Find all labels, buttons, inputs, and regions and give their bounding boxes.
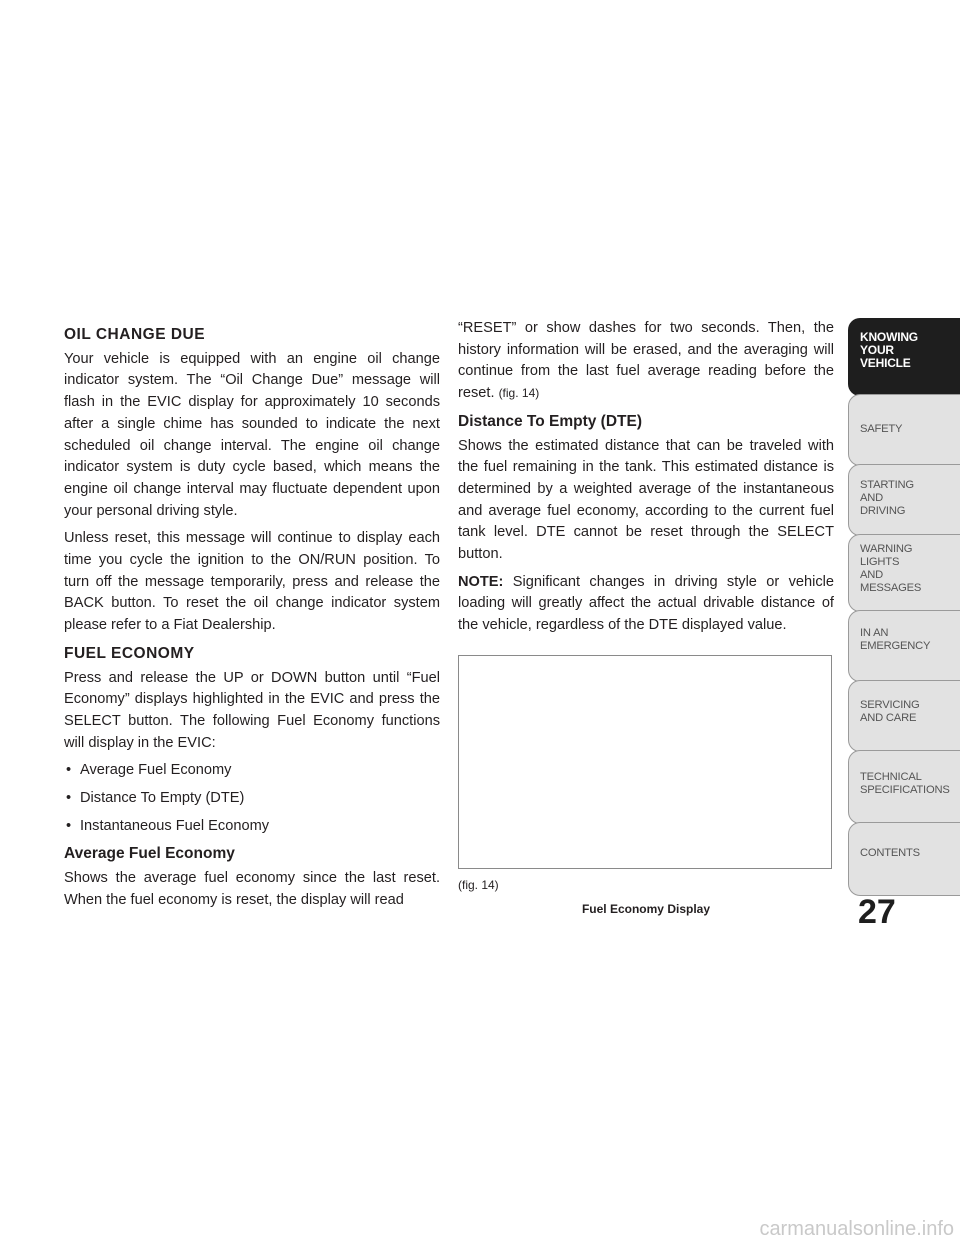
tab-starting-and-driving[interactable]: STARTING AND DRIVING bbox=[848, 464, 960, 536]
bullet-item: • Average Fuel Economy bbox=[66, 762, 232, 779]
tab-in-an-emergency[interactable]: IN AN EMERGENCY bbox=[848, 610, 960, 682]
oil-change-heading: OIL CHANGE DUE bbox=[64, 326, 206, 343]
fuel-economy-heading: FUEL ECONOMY bbox=[64, 644, 195, 662]
oil-change-paragraph-1: Your vehicle is equipped with an engine oil change indicator system. The “Oil Change Due” message will flash in the EVIC display for approximately 10 seconds after a single chime has sounded to indicate the next scheduled oil change interval. The engine oil change indicator system is duty cycle based, which means the engine oil change interval may fluctuate dependent upon your personal driving style. bbox=[64, 350, 440, 519]
fuel-economy-paragraph: Press and release the UP or DOWN button until “Fuel Economy” displays highlighted in the EVIC and press the SELECT button. The following Fuel Economy functions will display in the EVIC: bbox=[64, 669, 440, 751]
dte-heading: Distance To Empty (DTE) bbox=[458, 412, 643, 430]
watermark: carmanualsonline.info bbox=[759, 1218, 954, 1240]
tab-contents[interactable]: CONTENTS bbox=[848, 822, 960, 896]
bullet-item: • Instantaneous Fuel Economy bbox=[66, 817, 270, 834]
figure-image-placeholder bbox=[458, 655, 832, 869]
figure-title: Fuel Economy Display bbox=[581, 901, 711, 916]
bullet-item: • Distance To Empty (DTE) bbox=[66, 790, 245, 807]
page-number: 27 bbox=[858, 893, 896, 931]
figure-number: (fig. 14) bbox=[458, 877, 499, 892]
dte-paragraph: Shows the estimated distance that can be traveled with the fuel remaining in the tank. This estimated distance is determined by a weighted average of the instantaneous and average fuel economy, according to the current fuel tank level. DTE cannot be reset through the SELECT button. bbox=[458, 437, 834, 563]
average-fuel-economy-paragraph: Shows the average fuel economy since the last reset. When the fuel economy is reset, the display will read bbox=[64, 870, 440, 908]
tab-safety[interactable]: SAFETY bbox=[848, 394, 960, 466]
note-paragraph: NOTE: Significant changes in driving style or vehicle loading will greatly affect the actual drivable distance of the vehicle, regardless of the DTE displayed value. bbox=[458, 573, 834, 634]
tab-knowing-your-vehicle[interactable]: KNOWING YOUR VEHICLE bbox=[848, 318, 960, 396]
right-column bbox=[458, 318, 834, 920]
average-fuel-economy-heading: Average Fuel Economy bbox=[64, 845, 235, 863]
left-column bbox=[64, 318, 440, 918]
note-label: NOTE: bbox=[458, 573, 504, 590]
tab-servicing-and-care[interactable]: SERVICING AND CARE bbox=[848, 680, 960, 752]
oil-change-paragraph-2: Unless reset, this message will continue to display each time you cycle the ignition to the ON/RUN position. To turn off the message temporarily, press and release the BACK button. To reset the oil change indicator system please refer to a Fiat Dealership. bbox=[64, 530, 440, 634]
tab-warning-lights-and-messages[interactable]: WARNING LIGHTS AND MESSAGES bbox=[848, 534, 960, 612]
average-fuel-economy-continued: “RESET” or show dashes for two seconds. Then, the history information will be erased, and the averaging will continue from the last fuel average reading before the reset. (fig. 14) bbox=[458, 320, 834, 402]
figure-reference: (fig. 14) bbox=[498, 386, 540, 401]
tab-technical-specifications[interactable]: TECHNICAL SPECIFICATIONS bbox=[848, 750, 960, 824]
